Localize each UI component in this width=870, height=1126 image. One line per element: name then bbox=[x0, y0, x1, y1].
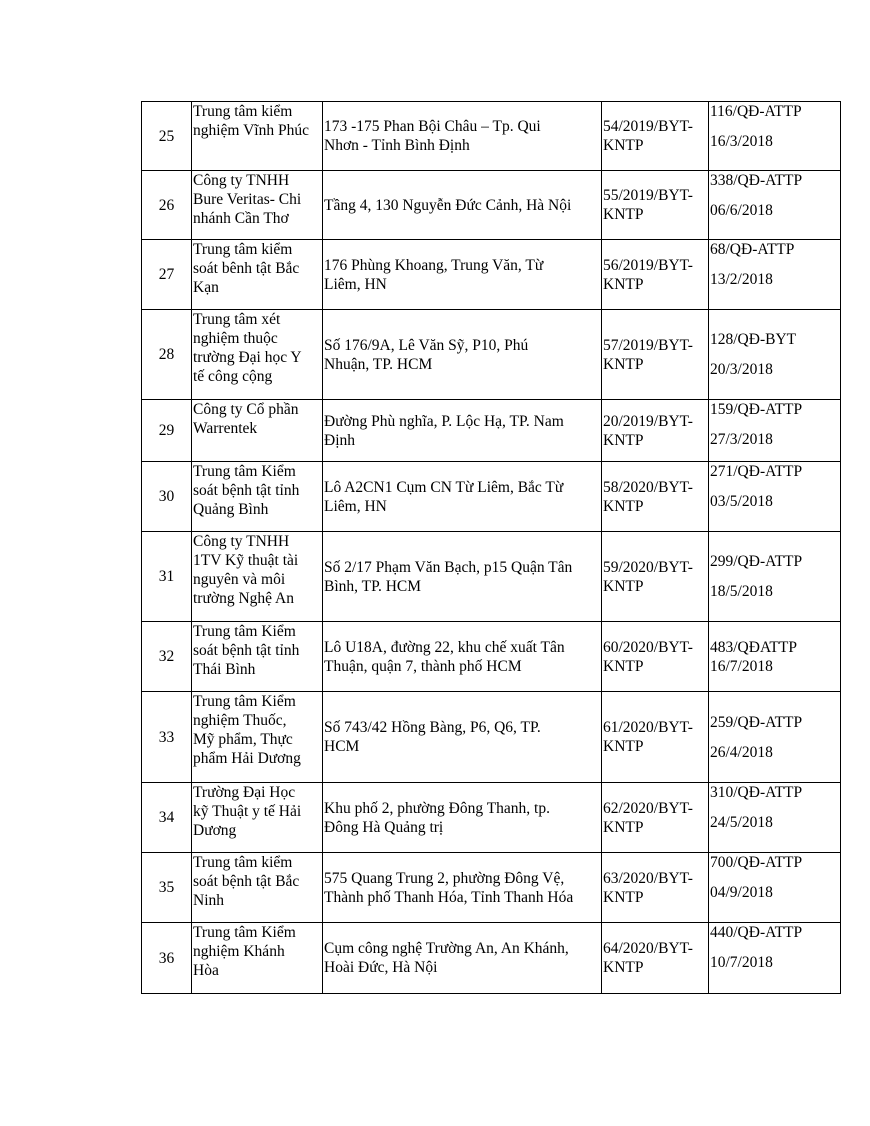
table-row bbox=[142, 102, 841, 171]
decision-number: 338/QĐ-ATTP bbox=[710, 172, 803, 189]
table-row bbox=[142, 400, 841, 462]
organization-name: Trung tâm Kiểm nghiệm Thuốc, Mỹ phẩm, Thực phẩm Hải Dương bbox=[192, 692, 323, 783]
decision-cell bbox=[709, 692, 841, 783]
decision-number: 159/QĐ-ATTP bbox=[710, 401, 803, 418]
table-row bbox=[142, 783, 841, 853]
decision-date: 16/3/2018 bbox=[710, 133, 773, 150]
row-number: 26 bbox=[142, 171, 192, 240]
organization-address: Lô U18A, đường 22, khu chế xuất Tân Thuận, quận 7, thành phố HCM bbox=[323, 622, 602, 692]
row-number: 33 bbox=[142, 692, 192, 783]
decision-cell bbox=[709, 853, 841, 923]
decision-number: 700/QĐ-ATTP bbox=[710, 854, 803, 871]
row-number: 34 bbox=[142, 783, 192, 853]
decision-cell bbox=[709, 462, 841, 532]
table-row bbox=[142, 853, 841, 923]
decision-number: 299/QĐ-ATTP bbox=[710, 553, 803, 570]
table-row bbox=[142, 622, 841, 692]
table-row bbox=[142, 240, 841, 310]
organization-name: Trung tâm kiểm soát bệnh tật Bắc Ninh bbox=[192, 853, 323, 923]
decision-date: 13/2/2018 bbox=[710, 271, 773, 288]
decision-date: 10/7/2018 bbox=[710, 954, 773, 971]
decision-cell bbox=[709, 622, 841, 692]
decision-date: 27/3/2018 bbox=[710, 431, 773, 448]
organization-address: Số 743/42 Hồng Bàng, P6, Q6, TP. HCM bbox=[323, 692, 602, 783]
decision-number: 259/QĐ-ATTP bbox=[710, 713, 803, 731]
decision-date: 06/6/2018 bbox=[710, 202, 773, 219]
organization-name: Công ty TNHH Bure Veritas- Chi nhánh Cần Thơ bbox=[192, 171, 323, 240]
row-number: 29 bbox=[142, 400, 192, 462]
lab-registry-table bbox=[141, 101, 841, 994]
decision-cell bbox=[709, 102, 841, 171]
decision-date: 24/5/2018 bbox=[710, 814, 773, 831]
row-number: 28 bbox=[142, 310, 192, 400]
organization-address: Lô A2CN1 Cụm CN Từ Liêm, Bắc Từ Liêm, HN bbox=[323, 462, 602, 532]
organization-name: Trung tâm Kiểm soát bệnh tật tỉnh Quảng Bình bbox=[192, 462, 323, 532]
organization-address: Tầng 4, 130 Nguyễn Đức Cảnh, Hà Nội bbox=[323, 171, 602, 240]
organization-name: Công ty Cổ phần Warrentek bbox=[192, 400, 323, 462]
table-row bbox=[142, 532, 841, 622]
row-number: 30 bbox=[142, 462, 192, 532]
decision-number: 128/QĐ-BYT bbox=[710, 331, 797, 348]
table-row bbox=[142, 923, 841, 994]
registration-code: 56/2019/BYT- KNTP bbox=[602, 240, 709, 310]
decision-cell bbox=[709, 310, 841, 400]
decision-date: 03/5/2018 bbox=[710, 493, 773, 510]
row-number: 25 bbox=[142, 102, 192, 171]
organization-address: 176 Phùng Khoang, Trung Văn, Từ Liêm, HN bbox=[323, 240, 602, 310]
decision-date: 26/4/2018 bbox=[710, 743, 773, 761]
organization-name: Trung tâm Kiểm nghiệm Khánh Hòa bbox=[192, 923, 323, 994]
decision-number: 483/QĐATTP bbox=[710, 638, 797, 656]
decision-cell bbox=[709, 783, 841, 853]
decision-number: 310/QĐ-ATTP bbox=[710, 784, 803, 801]
decision-date: 16/7/2018 bbox=[710, 657, 773, 675]
row-number: 32 bbox=[142, 622, 192, 692]
registration-code: 60/2020/BYT- KNTP bbox=[602, 622, 709, 692]
row-number: 35 bbox=[142, 853, 192, 923]
decision-number: 68/QĐ-ATTP bbox=[710, 241, 795, 258]
decision-cell bbox=[709, 532, 841, 622]
registration-code: 62/2020/BYT- KNTP bbox=[602, 783, 709, 853]
decision-cell bbox=[709, 171, 841, 240]
decision-cell bbox=[709, 400, 841, 462]
registration-code: 54/2019/BYT- KNTP bbox=[602, 102, 709, 171]
table-row bbox=[142, 171, 841, 240]
organization-address: Khu phố 2, phường Đông Thanh, tp. Đông Hà Quảng trị bbox=[323, 783, 602, 853]
row-number: 36 bbox=[142, 923, 192, 994]
decision-number: 116/QĐ-ATTP bbox=[710, 103, 802, 120]
registration-code: 20/2019/BYT- KNTP bbox=[602, 400, 709, 462]
registration-code: 59/2020/BYT- KNTP bbox=[602, 532, 709, 622]
row-number: 31 bbox=[142, 532, 192, 622]
organization-address: Số 2/17 Phạm Văn Bạch, p15 Quận Tân Bình, TP. HCM bbox=[323, 532, 602, 622]
organization-name: Trung tâm kiểm soát bênh tật Bắc Kạn bbox=[192, 240, 323, 310]
decision-number: 440/QĐ-ATTP bbox=[710, 924, 803, 941]
decision-cell bbox=[709, 240, 841, 310]
registration-code: 58/2020/BYT- KNTP bbox=[602, 462, 709, 532]
organization-address: 575 Quang Trung 2, phường Đông Vệ, Thành phố Thanh Hóa, Tỉnh Thanh Hóa bbox=[323, 853, 602, 923]
organization-address: Đường Phù nghĩa, P. Lộc Hạ, TP. Nam Định bbox=[323, 400, 602, 462]
organization-address: Cụm công nghệ Trường An, An Khánh, Hoài Đức, Hà Nội bbox=[323, 923, 602, 994]
organization-name: Trung tâm Kiểm soát bệnh tật tỉnh Thái Bình bbox=[192, 622, 323, 692]
organization-name: Trung tâm kiểm nghiệm Vĩnh Phúc bbox=[192, 102, 323, 171]
decision-number: 271/QĐ-ATTP bbox=[710, 463, 803, 480]
registration-code: 61/2020/BYT- KNTP bbox=[602, 692, 709, 783]
row-number: 27 bbox=[142, 240, 192, 310]
decision-cell bbox=[709, 923, 841, 994]
organization-name: Công ty TNHH 1TV Kỹ thuật tài nguyên và môi trường Nghệ An bbox=[192, 532, 323, 622]
table-row bbox=[142, 692, 841, 783]
registration-code: 57/2019/BYT- KNTP bbox=[602, 310, 709, 400]
decision-date: 04/9/2018 bbox=[710, 884, 773, 901]
organization-name: Trường Đại Học kỹ Thuật y tế Hải Dương bbox=[192, 783, 323, 853]
organization-address: Số 176/9A, Lê Văn Sỹ, P10, Phú Nhuận, TP. HCM bbox=[323, 310, 602, 400]
decision-date: 20/3/2018 bbox=[710, 361, 773, 378]
table-row bbox=[142, 462, 841, 532]
table-row bbox=[142, 310, 841, 400]
organization-address: 173 -175 Phan Bội Châu – Tp. Qui Nhơn - Tỉnh Bình Định bbox=[323, 102, 602, 171]
registration-code: 55/2019/BYT- KNTP bbox=[602, 171, 709, 240]
registration-code: 63/2020/BYT- KNTP bbox=[602, 853, 709, 923]
decision-date: 18/5/2018 bbox=[710, 583, 773, 600]
organization-name: Trung tâm xét nghiệm thuộc trường Đại học Y tế công cộng bbox=[192, 310, 323, 400]
registration-code: 64/2020/BYT- KNTP bbox=[602, 923, 709, 994]
